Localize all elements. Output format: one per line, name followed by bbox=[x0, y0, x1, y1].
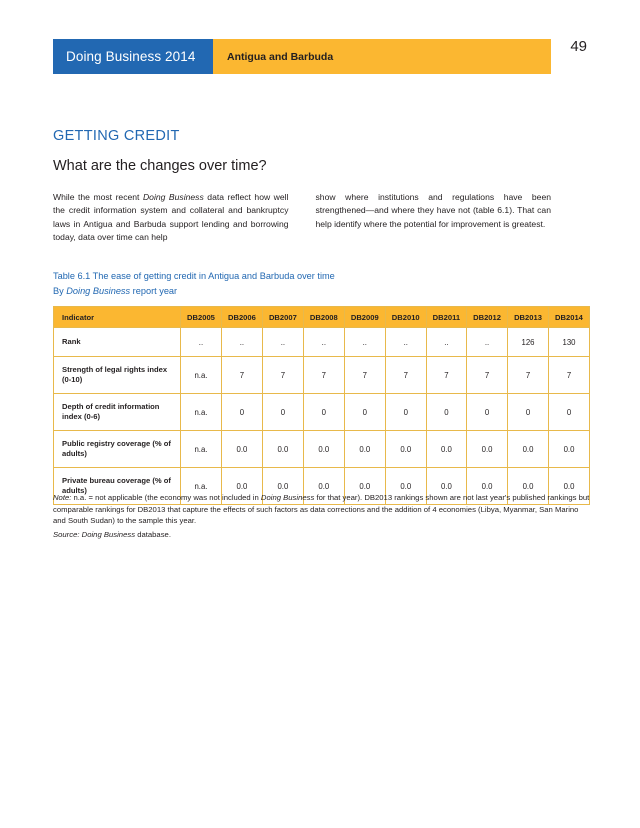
cell-value: 0 bbox=[548, 394, 589, 431]
subcaption-post: report year bbox=[130, 286, 178, 296]
cell-value: 0 bbox=[262, 394, 303, 431]
cell-value: 0.0 bbox=[548, 431, 589, 468]
note-line bbox=[53, 492, 590, 527]
cell-value: .. bbox=[426, 328, 466, 357]
cell-value: 0.0 bbox=[344, 468, 385, 505]
row-indicator: Depth of credit information index (0-6) bbox=[54, 394, 181, 431]
column-header-indicator: Indicator bbox=[54, 307, 181, 328]
body-col1-part1: While the most recent bbox=[53, 192, 143, 202]
cell-value: 7 bbox=[262, 357, 303, 394]
source-post: database. bbox=[135, 529, 171, 539]
cell-value: 0 bbox=[344, 394, 385, 431]
column-header-db2013: DB2013 bbox=[508, 307, 549, 328]
cell-value: .. bbox=[262, 328, 303, 357]
table-notes bbox=[53, 492, 590, 540]
table-header bbox=[54, 307, 590, 328]
row-indicator: Public registry coverage (% of adults) bbox=[54, 431, 181, 468]
cell-value: 0.0 bbox=[426, 431, 466, 468]
cell-value: 0.0 bbox=[426, 468, 466, 505]
column-header-db2014: DB2014 bbox=[548, 307, 589, 328]
cell-value: 126 bbox=[508, 328, 549, 357]
cell-value: n.a. bbox=[181, 357, 222, 394]
note-post: for that year). DB2013 rankings shown are not last year's published rankings but comparable rankings for DB2013 that capture the effects of such factors as data corrections and the addition of 4 economies (Libya, Myanmar, San Marino and South Sudan) to the sample this year. bbox=[53, 493, 590, 526]
cell-value: 7 bbox=[548, 357, 589, 394]
note-italic: Doing Business bbox=[260, 493, 315, 502]
cell-value: 7 bbox=[221, 357, 262, 394]
cell-value: 0.0 bbox=[508, 431, 549, 468]
cell-value: n.a. bbox=[181, 468, 222, 505]
row-indicator: Rank bbox=[54, 328, 181, 357]
cell-value: 7 bbox=[303, 357, 344, 394]
cell-value: 0 bbox=[221, 394, 262, 431]
cell-value: 0.0 bbox=[385, 468, 426, 505]
table-subcaption bbox=[53, 286, 177, 296]
cell-value: 0 bbox=[467, 394, 508, 431]
cell-value: 0.0 bbox=[467, 431, 508, 468]
column-header-db2012: DB2012 bbox=[467, 307, 508, 328]
row-indicator: Private bureau coverage (% of adults) bbox=[54, 468, 181, 505]
column-header-db2005: DB2005 bbox=[181, 307, 222, 328]
table-row bbox=[54, 394, 590, 431]
cell-value: 0.0 bbox=[221, 431, 262, 468]
page-header bbox=[53, 39, 551, 74]
cell-value: .. bbox=[467, 328, 508, 357]
cell-value: 0.0 bbox=[303, 431, 344, 468]
cell-value: .. bbox=[385, 328, 426, 357]
note-pre: n.a. = not applicable (the economy was not included in bbox=[71, 493, 261, 502]
cell-value: 0.0 bbox=[221, 468, 262, 505]
body-col1-italic: Doing Business bbox=[142, 192, 204, 202]
cell-value: 0.0 bbox=[548, 468, 589, 505]
cell-value: n.a. bbox=[181, 431, 222, 468]
body-column-1 bbox=[53, 191, 289, 244]
page-number: 49 bbox=[570, 38, 587, 55]
section-title: GETTING CREDIT bbox=[53, 128, 180, 144]
cell-value: 7 bbox=[426, 357, 466, 394]
cell-value: 0 bbox=[508, 394, 549, 431]
cell-value: 0.0 bbox=[262, 468, 303, 505]
table-caption: Table 6.1 The ease of getting credit in Antigua and Barbuda over time bbox=[53, 271, 335, 281]
row-indicator: Strength of legal rights index (0-10) bbox=[54, 357, 181, 394]
table-header-row bbox=[54, 307, 590, 328]
body-text bbox=[53, 191, 551, 244]
cell-value: .. bbox=[344, 328, 385, 357]
cell-value: .. bbox=[221, 328, 262, 357]
column-header-db2007: DB2007 bbox=[262, 307, 303, 328]
page-title: What are the changes over time? bbox=[53, 158, 267, 174]
column-header-db2008: DB2008 bbox=[303, 307, 344, 328]
cell-value: 0.0 bbox=[508, 468, 549, 505]
cell-value: 0 bbox=[385, 394, 426, 431]
source-line bbox=[53, 529, 590, 541]
cell-value: 7 bbox=[467, 357, 508, 394]
body-column-2: show where institutions and regulations have been strengthened—and where they have not (table 6.1). That can help identify where the potential for improvement is greatest. bbox=[315, 192, 551, 229]
note-label: Note: bbox=[53, 493, 72, 502]
column-header-db2006: DB2006 bbox=[221, 307, 262, 328]
cell-value: .. bbox=[181, 328, 222, 357]
subcaption-italic: Doing Business bbox=[66, 286, 131, 296]
report-title: Doing Business 2014 bbox=[53, 39, 213, 74]
table-row bbox=[54, 357, 590, 394]
body-col1-part2: data reflect how well the credit information system and collateral and bankruptcy laws in Antigua and Barbuda support lending and borrowing today, data over time can help bbox=[53, 192, 289, 242]
column-header-db2009: DB2009 bbox=[344, 307, 385, 328]
cell-value: 7 bbox=[508, 357, 549, 394]
table-body bbox=[54, 328, 590, 505]
cell-value: 0.0 bbox=[344, 431, 385, 468]
table-row bbox=[54, 328, 590, 357]
cell-value: 0.0 bbox=[467, 468, 508, 505]
cell-value: 0 bbox=[303, 394, 344, 431]
economy-name: Antigua and Barbuda bbox=[213, 39, 551, 74]
cell-value: .. bbox=[303, 328, 344, 357]
cell-value: 7 bbox=[385, 357, 426, 394]
cell-value: 7 bbox=[344, 357, 385, 394]
cell-value: n.a. bbox=[181, 394, 222, 431]
source-label: Source: bbox=[53, 529, 80, 539]
cell-value: 0.0 bbox=[262, 431, 303, 468]
column-header-db2011: DB2011 bbox=[426, 307, 466, 328]
table-row bbox=[54, 431, 590, 468]
source-italic: Doing Business bbox=[79, 529, 136, 539]
cell-value: 0.0 bbox=[303, 468, 344, 505]
getting-credit-table bbox=[53, 306, 590, 505]
cell-value: 130 bbox=[548, 328, 589, 357]
cell-value: 0.0 bbox=[385, 431, 426, 468]
cell-value: 0 bbox=[426, 394, 466, 431]
subcaption-pre: By bbox=[53, 286, 67, 296]
column-header-db2010: DB2010 bbox=[385, 307, 426, 328]
